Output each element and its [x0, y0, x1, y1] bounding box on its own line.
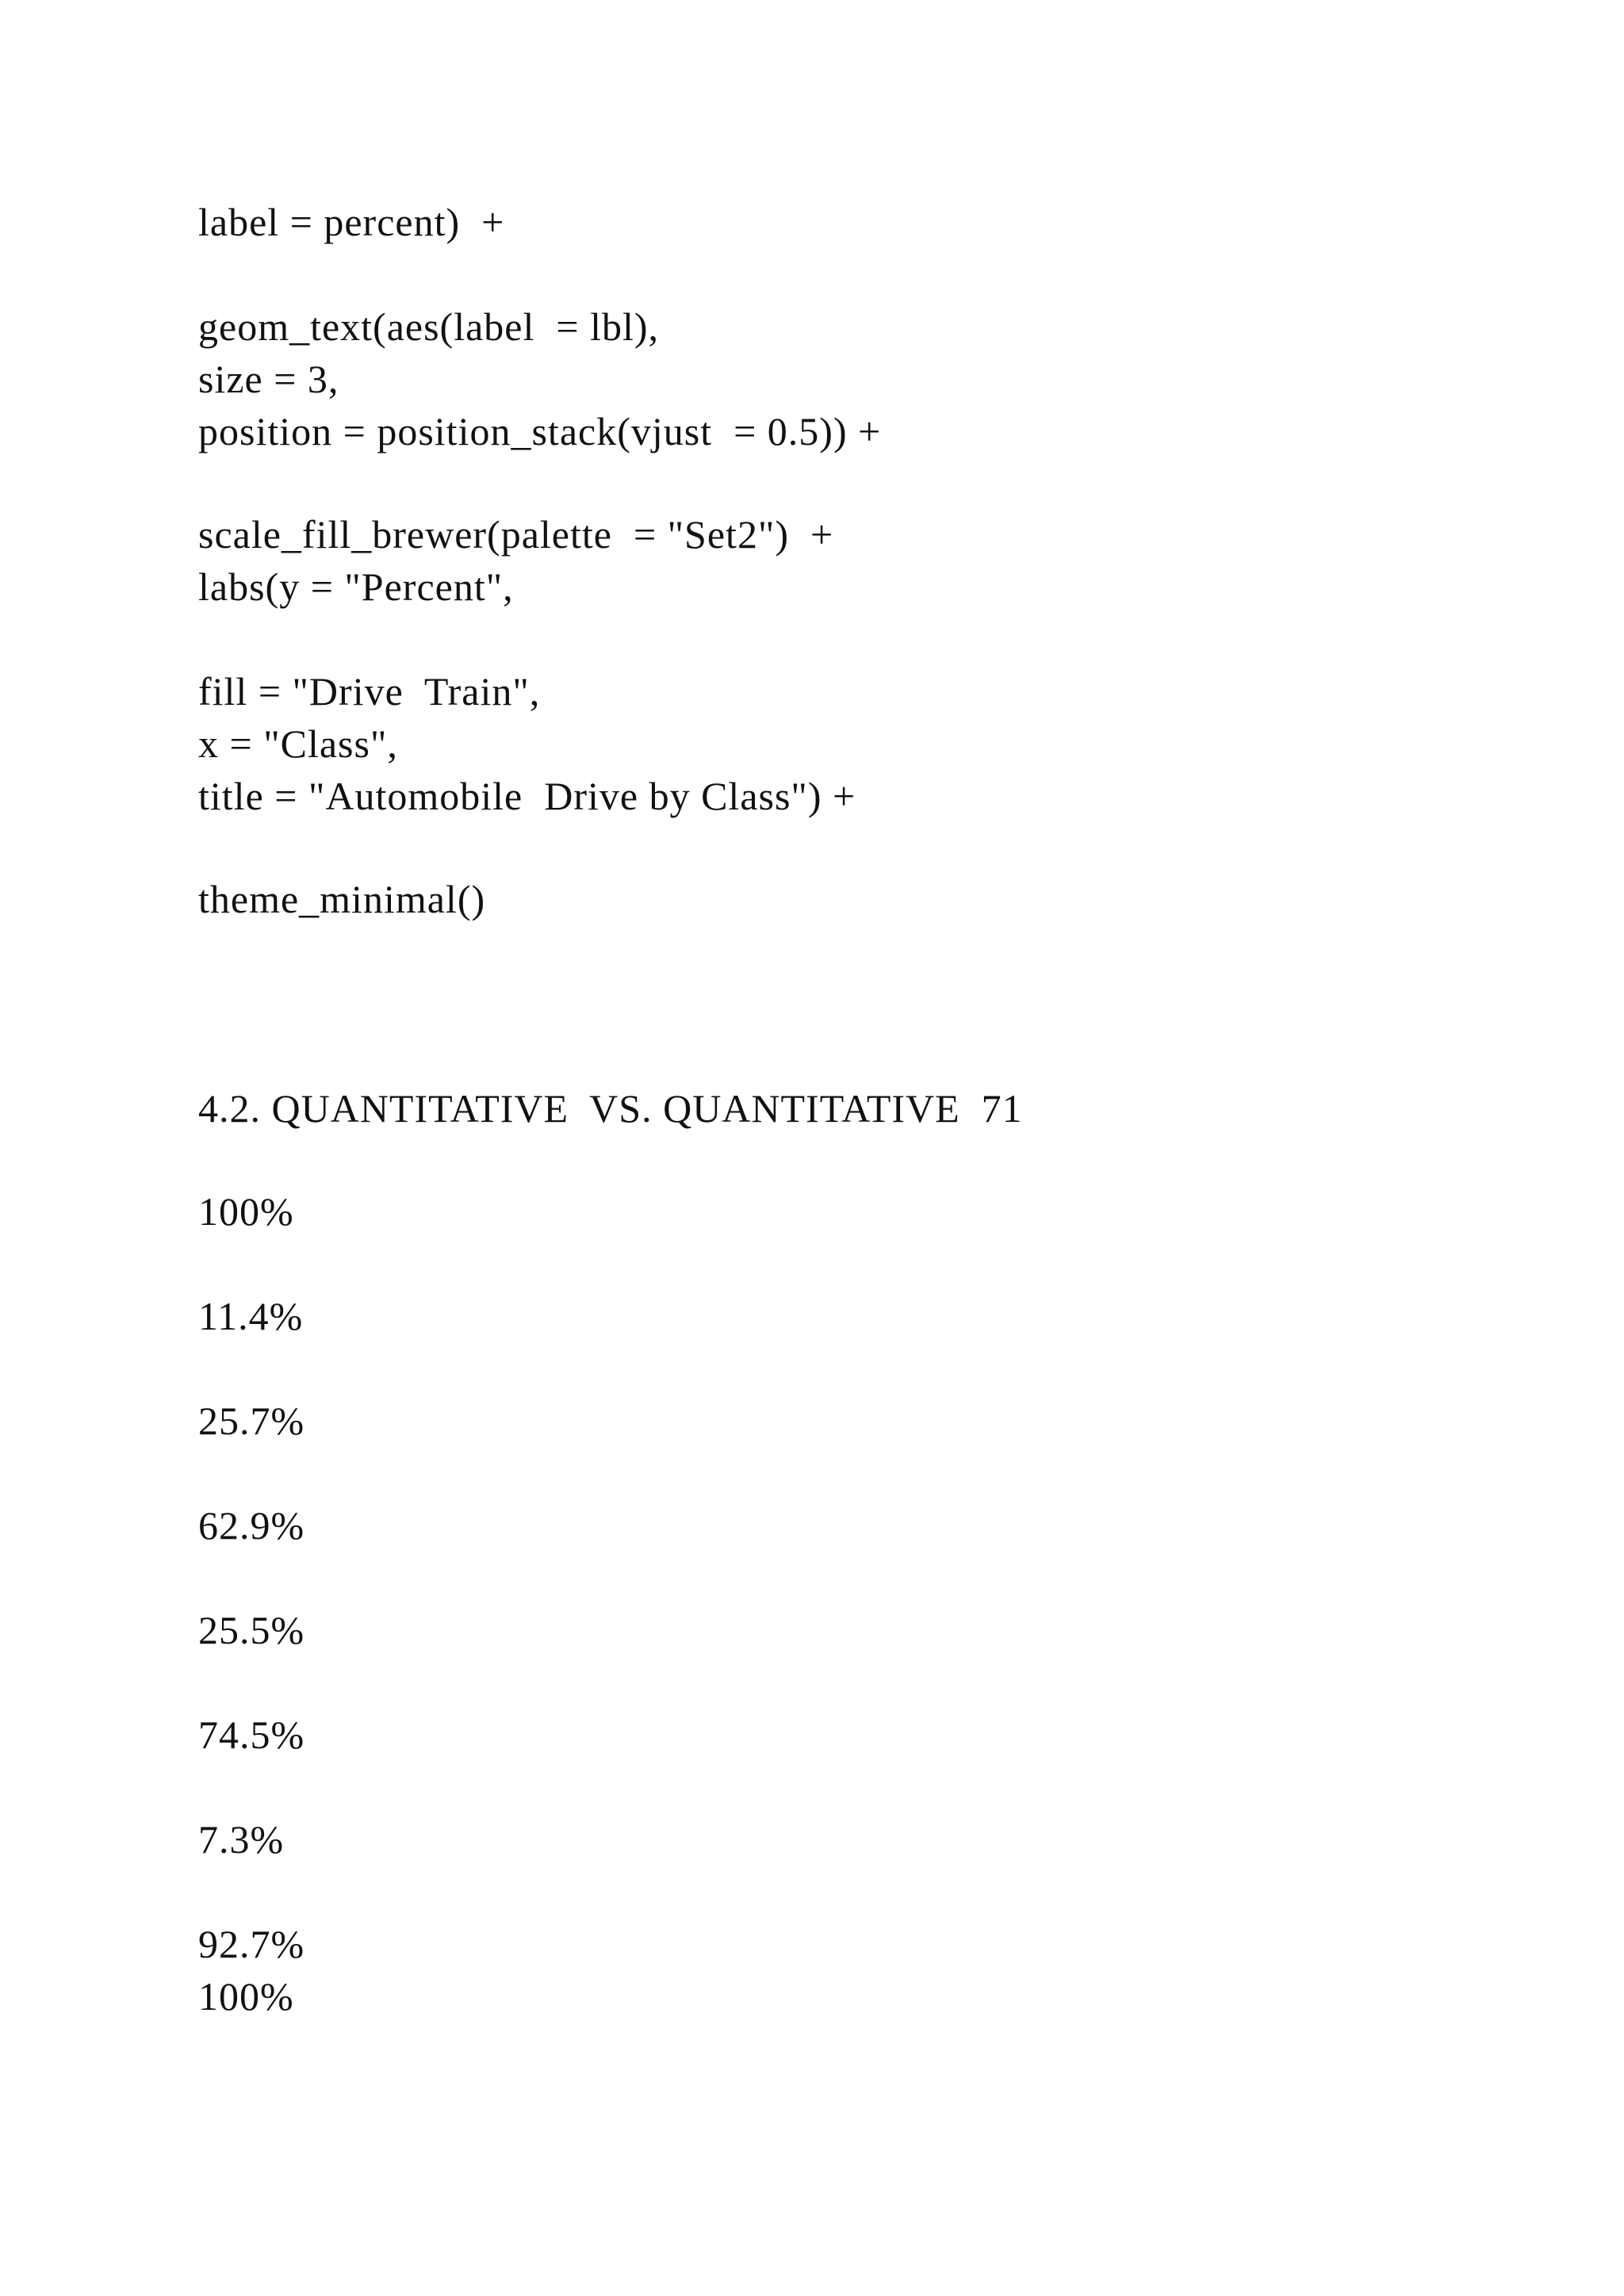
value-item: 25.5% [198, 1608, 305, 1652]
value-item: 25.7% [198, 1399, 305, 1443]
code-line-scale-fill-brewer: scale_fill_brewer(palette = "Set2") + [198, 512, 834, 557]
value-item: 62.9% [198, 1503, 305, 1548]
code-line-position: position = position_stack(vjust = 0.5)) + [198, 409, 882, 453]
code-line-labs: labs(y = "Percent", [198, 564, 514, 609]
value-item: 100% [198, 1189, 294, 1234]
value-item: 100% [198, 1974, 294, 2019]
code-line-title: title = "Automobile Drive by Class") + [198, 774, 856, 818]
value-item: 11.4% [198, 1294, 304, 1338]
value-item: 74.5% [198, 1712, 305, 1757]
code-line-size: size = 3, [198, 357, 339, 401]
code-line-x: x = "Class", [198, 721, 398, 766]
section-heading: 4.2. QUANTITATIVE VS. QUANTITATIVE 71 [198, 1086, 1023, 1131]
code-line-theme-minimal: theme_minimal() [198, 877, 486, 921]
code-line-label-percent: label = percent) + [198, 200, 505, 244]
value-item: 92.7% [198, 1922, 305, 1966]
code-line-geom-text: geom_text(aes(label = lbl), [198, 304, 660, 349]
code-line-fill: fill = "Drive Train", [198, 669, 541, 714]
value-item: 7.3% [198, 1817, 285, 1862]
